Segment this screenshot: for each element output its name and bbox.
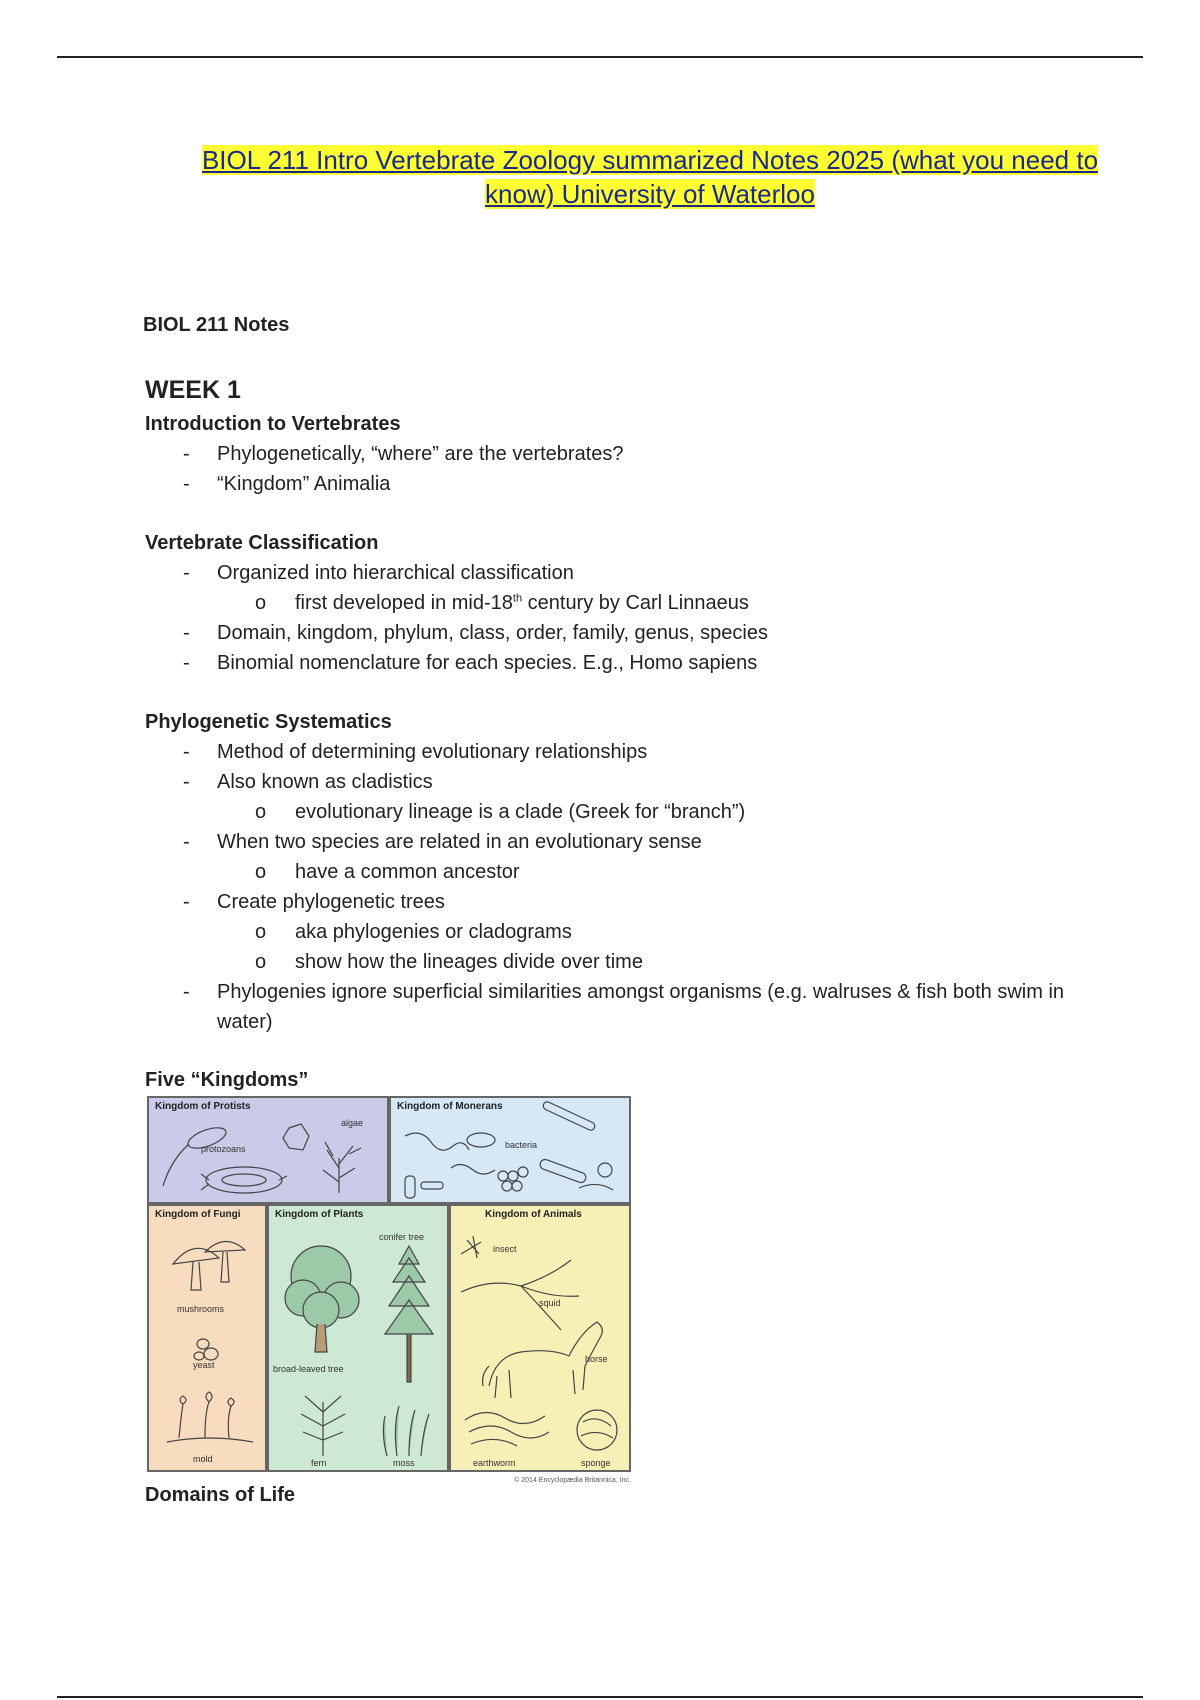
list-item: - “Kingdom” Animalia: [183, 473, 391, 495]
section-phylogenetic: [145, 707, 1105, 1037]
section-domains: [145, 1480, 1105, 1510]
figure-label: protozoans: [201, 1144, 246, 1154]
list-item: - Organized into hierarchical classification: [183, 562, 574, 584]
figure-label: fern: [311, 1458, 327, 1468]
fungi-panel: [147, 1204, 267, 1472]
five-kingdoms-figure: [147, 1096, 631, 1482]
panel-title: Kingdom of Protists: [155, 1101, 251, 1112]
protists-illustration: [149, 1098, 389, 1204]
monerans-illustration: [391, 1098, 631, 1204]
panel-title: Kingdom of Fungi: [155, 1209, 241, 1220]
animals-illustration: [451, 1206, 631, 1472]
figure-label: mold: [193, 1454, 213, 1464]
sub-list-item: o aka phylogenies or cladograms: [255, 921, 572, 943]
figure-label: bacteria: [505, 1140, 538, 1150]
figure-label: moss: [393, 1458, 415, 1468]
section-title: Vertebrate Classification: [145, 532, 379, 554]
figure-label: broad-leaved tree: [273, 1364, 344, 1374]
sub-list-item: o evolutionary lineage is a clade (Greek for “branch”): [255, 801, 746, 823]
list-item: - Create phylogenetic trees: [183, 891, 445, 913]
plants-panel: [267, 1204, 449, 1472]
document-title: BIOL 211 Intro Vertebrate Zoology summarized Notes 2025 (what you need to know) University of Waterloo: [201, 145, 1099, 209]
section-classification: [145, 528, 1105, 678]
panel-title: Kingdom of Animals: [485, 1209, 582, 1220]
notes-heading: BIOL 211 Notes: [143, 314, 290, 336]
list-item: - Method of determining evolutionary relationships: [183, 741, 648, 763]
list-item: - Phylogenetically, “where” are the vertebrates?: [183, 443, 624, 465]
list-item: - When two species are related in an evolutionary sense: [183, 831, 702, 853]
sub-list-item: o have a common ancestor: [255, 861, 520, 883]
figure-credit: © 2014 Encyclopædia Britannica, Inc.: [514, 1477, 631, 1484]
section-title: Domains of Life: [145, 1484, 296, 1506]
panel-title: Kingdom of Monerans: [397, 1101, 503, 1112]
figure-label: insect: [493, 1244, 517, 1254]
section-title: Introduction to Vertebrates: [145, 413, 401, 435]
bottom-rule: [57, 1696, 1143, 1698]
figure-label: yeast: [193, 1360, 215, 1370]
list-item: - Phylogenies ignore superficial similarities amongst organisms (e.g. walruses & fish both swim in water): [183, 981, 1065, 1033]
section-title: Five “Kingdoms”: [145, 1069, 309, 1091]
top-rule: [57, 56, 1143, 58]
section-title: Phylogenetic Systematics: [145, 711, 392, 733]
monerans-panel: [389, 1096, 631, 1204]
plants-illustration: [269, 1206, 449, 1472]
list-item: - Binomial nomenclature for each species. E.g., Homo sapiens: [183, 652, 758, 674]
figure-label: algae: [341, 1118, 364, 1128]
section-kingdoms: [145, 1065, 1105, 1095]
protists-panel: [147, 1096, 389, 1204]
week-heading: WEEK 1: [145, 376, 241, 404]
figure-label: earthworm: [473, 1458, 516, 1468]
panel-title: Kingdom of Plants: [275, 1209, 364, 1220]
figure-label: conifer tree: [379, 1232, 425, 1242]
fungi-illustration: [149, 1206, 267, 1472]
list-item: - Also known as cladistics: [183, 771, 433, 793]
figure-label: squid: [539, 1298, 561, 1308]
section-intro: [145, 409, 1105, 499]
sub-list-item: o show how the lineages divide over time: [255, 951, 643, 973]
animals-panel: [449, 1204, 631, 1472]
figure-label: mushrooms: [177, 1304, 225, 1314]
sub-list-item: o first developed in mid-18th century by Carl Linnaeus: [255, 592, 749, 614]
list-item: - Domain, kingdom, phylum, class, order, family, genus, species: [183, 622, 768, 644]
figure-label: horse: [585, 1354, 608, 1364]
figure-label: sponge: [581, 1458, 611, 1468]
